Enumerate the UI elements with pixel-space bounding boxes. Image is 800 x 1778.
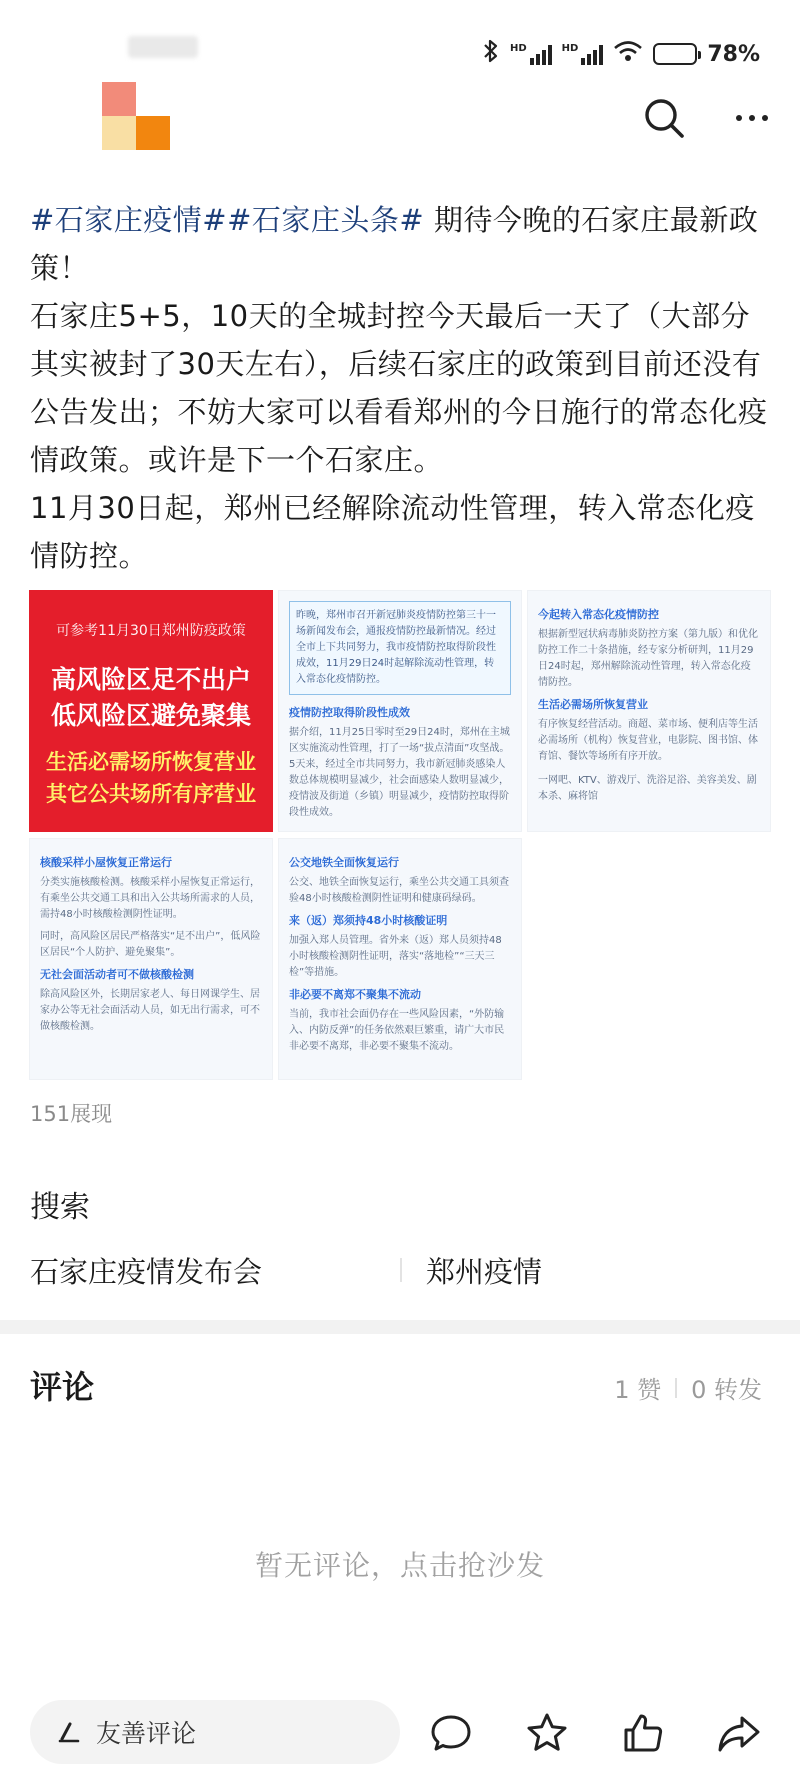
- document-thumbnail: [279, 839, 521, 1065]
- view-count: 151展现: [30, 1102, 113, 1126]
- comments-title: 评论: [30, 1368, 95, 1406]
- document-thumbnail: [528, 591, 770, 815]
- share-arrow-icon: [716, 1710, 762, 1756]
- post-paragraph-2: 石家庄5+5，10天的全城封控今天最后一天了（大部分其实被封了30天左右），后续石家庄的政策到目前还没有公告发出；不妨大家可以看看郑州的今日施行的常态化疫情政策。或许是下一个石家庄。: [30, 299, 768, 477]
- doc-heading: 今起转入常态化疫情防控: [538, 608, 659, 621]
- signal-icon-2: [562, 43, 604, 65]
- doc-text: 一网吧、KTV、游戏厅、洗浴足浴、美容美发、剧本杀、麻将馆: [538, 775, 757, 802]
- banner-line: 生活必需场所恢复营业: [46, 750, 256, 774]
- avatar-tile: [136, 82, 170, 116]
- battery-icon: [653, 43, 697, 65]
- more-dot-icon: [736, 115, 742, 121]
- section-divider: [0, 1320, 800, 1334]
- doc-text: 昨晚，郑州市召开新冠肺炎疫情防控第三十一场新闻发布会，通报疫情防控最新情况。经过全市上下共同努力，我市疫情防控取得阶段性成效，11月29日24时起解除流动性管理，转入常态化疫情防控。: [289, 601, 511, 695]
- post-image-2[interactable]: [278, 590, 522, 832]
- doc-text: 公交、地铁全面恢复运行，乘坐公共交通工具须查验48小时核酸检测阴性证明和健康码绿码。: [289, 877, 509, 904]
- search-suggestion-zhengzhou-epidemic[interactable]: 郑州疫情: [426, 1254, 543, 1289]
- more-options-button[interactable]: [728, 94, 776, 142]
- topic-link-shijiazhuang-epidemic[interactable]: #石家庄疫情#: [30, 203, 228, 237]
- banner-line: 高风险区足不出户: [50, 665, 251, 694]
- doc-heading: 疫情防控取得阶段性成效: [289, 706, 410, 719]
- search-button[interactable]: [640, 94, 688, 142]
- more-dot-icon: [762, 115, 768, 121]
- doc-text: 加强入郑人员管理。省外来（返）郑人员须持48小时核酸检测阴性证明，落实“落地检”“三天三检”等措施。: [289, 935, 502, 978]
- doc-heading: 无社会面活动者可不做核酸检测: [40, 968, 194, 981]
- banner-line: 其它公共场所有序营业: [46, 782, 256, 806]
- doc-text: 有序恢复经营活动。商超、菜市场、便利店等生活必需场所（机构）恢复营业，电影院、图书馆、体育馆、餐饮等场所有序开放。: [538, 719, 758, 762]
- star-icon: [524, 1710, 570, 1756]
- doc-text: 据介绍，11月25日零时至29日24时，郑州在主城区实施流动性管理，打了一场“拔点清面”攻坚战。5天来，经过全市共同努力，我市新冠肺炎感染人数总体规模明显减少，社会面感染人数明显减少，疫情波及街道（乡镇）明显减少，疫情防控取得阶段性成效。: [289, 727, 510, 818]
- post-paragraph-1: [30, 196, 770, 292]
- doc-text: 除高风险区外，长期居家老人、每日网课学生、居家办公等无社会面活动人员，如无出行需求，可不做核酸检测。: [40, 989, 260, 1032]
- like-count[interactable]: 1 赞: [614, 1376, 662, 1404]
- post-image-1[interactable]: [29, 590, 273, 832]
- comment-bubble-icon: [428, 1710, 474, 1756]
- avatar-tile: [102, 82, 136, 116]
- doc-text: 当前，我市社会面仍存在一些风险因素，“外防输入、内防反弹”的任务依然艰巨繁重，请广大市民非必要不离郑，非必要不聚集不流动。: [289, 1009, 505, 1052]
- bottom-action-bar: [0, 1700, 800, 1778]
- post-image-5[interactable]: [278, 838, 522, 1080]
- avatar[interactable]: [102, 82, 170, 150]
- post-content: [30, 196, 770, 580]
- doc-heading: 非必要不离郑不聚集不流动: [289, 988, 421, 1001]
- battery-percent: 78%: [707, 41, 760, 67]
- post-text: 期待今晚的石家庄最新政策！: [30, 203, 759, 285]
- pen-icon: [56, 1719, 82, 1745]
- document-thumbnail: [279, 591, 521, 831]
- search-section-title: 搜索: [30, 1190, 90, 1225]
- bluetooth-icon: [482, 38, 500, 70]
- banner-line: 低风险区避免聚集: [50, 701, 251, 730]
- avatar-tile: [102, 116, 136, 150]
- banner-subtitle: 可参考11月30日郑州防疫政策: [56, 623, 246, 639]
- comment-input[interactable]: [30, 1700, 400, 1764]
- search-suggestions: [30, 1248, 770, 1292]
- share-button[interactable]: [716, 1710, 762, 1756]
- top-header: [0, 72, 800, 162]
- document-thumbnail: [30, 839, 272, 1045]
- doc-text: 同时，高风险区居民严格落实“足不出户”，低风险区居民“个人防护、避免聚集”。: [40, 931, 261, 958]
- doc-heading: 生活必需场所恢复营业: [538, 698, 648, 711]
- repost-count[interactable]: 0 转发: [691, 1376, 762, 1404]
- empty-comments-prompt[interactable]: 暂无评论，点击抢沙发: [254, 1549, 545, 1582]
- like-button[interactable]: [620, 1710, 666, 1756]
- search-suggestion-shijiazhuang-press[interactable]: 石家庄疫情发布会: [30, 1254, 263, 1289]
- thumbs-up-icon: [620, 1710, 666, 1756]
- more-dot-icon: [749, 115, 755, 121]
- post-paragraph-3: 11月30日起，郑州已经解除流动性管理，转入常态化疫情防控。: [30, 491, 755, 573]
- doc-text: 分类实施核酸检测。核酸采样小屋恢复正常运行，有乘坐公共交通工具和出入公共场所需求的人员，需持48小时核酸检测阴性证明。: [40, 877, 260, 920]
- divider: [400, 1258, 402, 1282]
- topic-link-shijiazhuang-headlines[interactable]: #石家庄头条#: [227, 203, 425, 237]
- avatar-tile: [136, 116, 170, 150]
- post-stats: [614, 1370, 762, 1405]
- network-label-1: HD: [509, 43, 527, 54]
- comment-input-placeholder: 友善评论: [96, 1719, 197, 1748]
- status-time-blurred: [128, 36, 198, 58]
- image-grid: [29, 590, 771, 1080]
- post-image-3[interactable]: [527, 590, 771, 832]
- signal-icon-1: [510, 43, 552, 65]
- post-image-4[interactable]: [29, 838, 273, 1080]
- status-icons: [482, 38, 760, 70]
- search-icon: [640, 94, 688, 142]
- doc-heading: 核酸采样小屋恢复正常运行: [40, 856, 172, 869]
- comment-button[interactable]: [428, 1710, 474, 1756]
- favorite-button[interactable]: [524, 1710, 570, 1756]
- doc-text: 根据新型冠状病毒肺炎防控方案（第九版）和优化防控工作二十条措施，经专家分析研判，11月29日24时起，郑州解除流动性管理，转入常态化疫情防控。: [538, 629, 758, 688]
- network-label-2: HD: [561, 43, 579, 54]
- red-policy-banner: [29, 590, 273, 832]
- doc-heading: 公交地铁全面恢复运行: [289, 856, 399, 869]
- wifi-icon: [613, 39, 643, 69]
- divider: [675, 1378, 677, 1398]
- doc-heading: 来（返）郑须持48小时核酸证明: [289, 914, 448, 927]
